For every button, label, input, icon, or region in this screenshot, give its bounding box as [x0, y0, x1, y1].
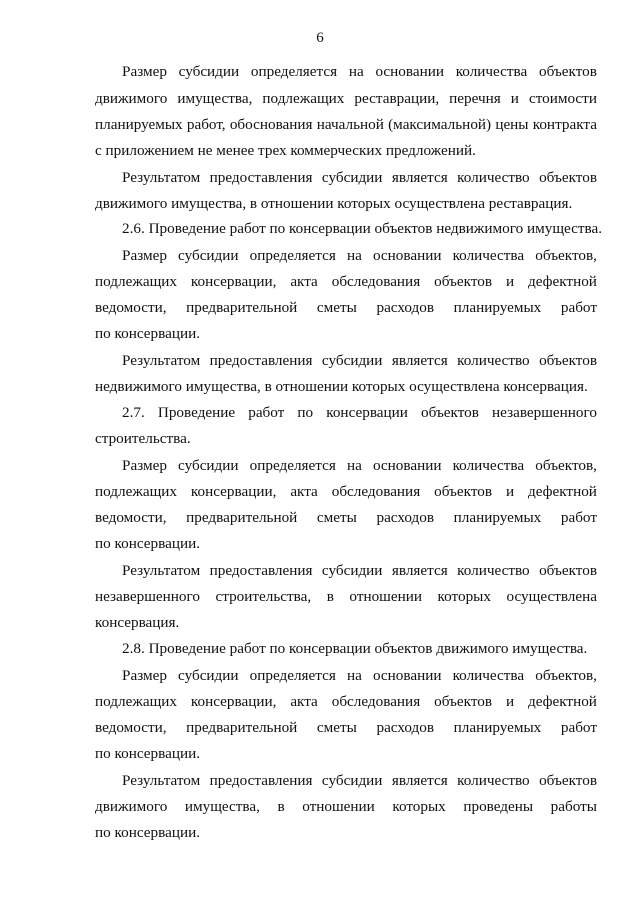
- word: движимого: [95, 90, 168, 107]
- word: обоснования: [229, 116, 313, 133]
- word: количество: [457, 169, 530, 186]
- word: является: [391, 352, 448, 369]
- text-line: по консервации.: [95, 745, 200, 762]
- word: планируемых: [453, 299, 542, 316]
- word: акта: [290, 273, 318, 290]
- page-number: 6: [316, 30, 324, 46]
- word: и: [505, 693, 515, 710]
- word: предварительной: [186, 299, 298, 316]
- word: планируемых: [453, 719, 542, 736]
- word: которых: [392, 798, 446, 815]
- text-line: по консервации.: [95, 824, 200, 841]
- word: работ: [560, 719, 597, 736]
- word: основании: [372, 247, 442, 264]
- word: 2.7.: [122, 404, 145, 421]
- word: работ: [560, 299, 597, 316]
- word: реставрации,: [354, 90, 440, 107]
- word: объектов,: [535, 667, 597, 684]
- word: работ: [560, 509, 597, 526]
- text-line: 2.8. Проведение работ по консервации объектов движимого имущества.: [122, 640, 588, 657]
- word: отношении: [302, 798, 375, 815]
- word: консервации,: [190, 693, 277, 710]
- word: на: [346, 457, 362, 474]
- word: количество: [457, 352, 530, 369]
- word: обследования: [331, 483, 421, 500]
- word: начальной: [316, 116, 384, 133]
- word: объектов: [539, 352, 597, 369]
- word: акта: [290, 483, 318, 500]
- word: количества: [452, 247, 525, 264]
- word: является: [391, 772, 448, 789]
- word: объектов: [434, 483, 493, 500]
- word: субсидии: [178, 247, 239, 264]
- word: стоимости: [528, 90, 597, 107]
- word: движимого: [95, 798, 168, 815]
- word: на: [346, 247, 362, 264]
- word: дефектной: [528, 483, 597, 500]
- word: объектов: [539, 169, 597, 186]
- word: Результатом: [122, 352, 201, 369]
- word: субсидии: [321, 352, 383, 369]
- text-line: [95, 484, 597, 499]
- text-line: [95, 694, 597, 709]
- word: Размер: [122, 667, 167, 684]
- word: является: [391, 169, 448, 186]
- word: ведомости,: [95, 299, 167, 316]
- word: субсидии: [321, 169, 383, 186]
- word: Проведение: [157, 404, 236, 421]
- word: объектов: [539, 562, 597, 579]
- word: объектов: [434, 693, 493, 710]
- word: количества: [452, 457, 525, 474]
- text-line: [95, 510, 597, 525]
- word: предоставления: [209, 352, 313, 369]
- text-line: 2.6. Проведение работ по консервации объектов недвижимого имущества.: [122, 220, 603, 237]
- word: проведены: [463, 798, 534, 815]
- word: (максимальной): [388, 116, 492, 133]
- word: определяется: [249, 457, 336, 474]
- word: определяется: [250, 63, 338, 80]
- word: имущества,: [184, 798, 260, 815]
- word: субсидии: [178, 667, 239, 684]
- word: отношении: [349, 588, 422, 605]
- text-line: по консервации.: [95, 325, 200, 342]
- word: на: [348, 63, 364, 80]
- word: консервации,: [190, 273, 277, 290]
- word: ведомости,: [95, 509, 167, 526]
- word: ведомости,: [95, 719, 167, 736]
- word: незавершенного: [492, 404, 597, 421]
- text-line: движимого имущества, в отношении которых осуществлена реставрация.: [95, 195, 573, 212]
- word: цены: [495, 116, 529, 133]
- text-line: [122, 170, 597, 185]
- word: и: [505, 483, 515, 500]
- word: подлежащих: [95, 273, 177, 290]
- word: расходов: [376, 299, 435, 316]
- word: объектов: [434, 273, 493, 290]
- word: планируемых: [453, 509, 542, 526]
- word: Результатом: [122, 772, 201, 789]
- word: подлежащих: [95, 483, 177, 500]
- text-line: [95, 117, 597, 132]
- word: субсидии: [321, 772, 383, 789]
- word: подлежащих: [95, 693, 177, 710]
- word: в: [277, 798, 285, 815]
- word: определяется: [249, 247, 336, 264]
- word: сметы: [316, 509, 357, 526]
- word: строительства,: [215, 588, 312, 605]
- word: субсидии: [178, 63, 240, 80]
- text-line: [122, 773, 597, 788]
- text-line: [95, 720, 597, 735]
- text-line: по консервации.: [95, 535, 200, 552]
- word: и: [510, 90, 519, 107]
- word: объектов: [539, 63, 597, 80]
- text-line: [122, 64, 597, 79]
- word: работ,: [186, 116, 226, 133]
- text-line: [95, 589, 597, 604]
- word: предварительной: [186, 719, 298, 736]
- text-line: [122, 405, 597, 420]
- word: объектов,: [535, 457, 597, 474]
- word: работы: [550, 798, 597, 815]
- word: консервации: [326, 404, 408, 421]
- word: в: [326, 588, 334, 605]
- word: планируемых: [95, 116, 183, 133]
- text-line: [122, 458, 597, 473]
- word: которых: [437, 588, 491, 605]
- word: предварительной: [186, 509, 298, 526]
- word: количество: [457, 772, 530, 789]
- word: объектов: [539, 772, 597, 789]
- word: обследования: [331, 693, 421, 710]
- word: по: [297, 404, 314, 421]
- word: основании: [375, 63, 444, 80]
- word: основании: [372, 667, 442, 684]
- word: субсидии: [321, 562, 383, 579]
- word: является: [391, 562, 448, 579]
- word: и: [505, 273, 515, 290]
- text-line: [95, 91, 597, 106]
- word: Размер: [122, 63, 167, 80]
- text-line: [122, 248, 597, 263]
- word: предоставления: [209, 562, 313, 579]
- word: дефектной: [528, 273, 597, 290]
- word: Результатом: [122, 562, 201, 579]
- word: имущества,: [177, 90, 253, 107]
- text-line: [122, 353, 597, 368]
- word: осуществлена: [506, 588, 597, 605]
- word: субсидии: [178, 457, 239, 474]
- word: расходов: [376, 719, 435, 736]
- word: на: [346, 667, 362, 684]
- text-line: [95, 300, 597, 315]
- text-line: [95, 274, 597, 289]
- word: дефектной: [528, 693, 597, 710]
- text-line: строительства.: [95, 430, 191, 447]
- word: количества: [455, 63, 528, 80]
- word: Размер: [122, 247, 167, 264]
- word: подлежащих: [262, 90, 345, 107]
- word: Результатом: [122, 169, 201, 186]
- text-line: [122, 668, 597, 683]
- word: консервации,: [190, 483, 277, 500]
- word: обследования: [331, 273, 421, 290]
- text-line: недвижимого имущества, в отношении которых осуществлена консервация.: [95, 378, 588, 395]
- word: объектов,: [535, 247, 597, 264]
- text-line: с приложением не менее трех коммерческих предложений.: [95, 142, 476, 159]
- text-line: [122, 563, 597, 578]
- word: расходов: [376, 509, 435, 526]
- word: контракта: [532, 116, 597, 133]
- word: предоставления: [209, 169, 313, 186]
- text-line: консервация.: [95, 614, 180, 631]
- word: перечня: [449, 90, 501, 107]
- text-line: [95, 799, 597, 814]
- word: сметы: [316, 719, 357, 736]
- word: количество: [457, 562, 530, 579]
- word: определяется: [249, 667, 336, 684]
- word: сметы: [316, 299, 357, 316]
- word: работ: [248, 404, 285, 421]
- word: количества: [452, 667, 525, 684]
- word: предоставления: [209, 772, 313, 789]
- word: незавершенного: [95, 588, 200, 605]
- word: объектов: [421, 404, 479, 421]
- word: акта: [290, 693, 318, 710]
- word: Размер: [122, 457, 167, 474]
- word: основании: [372, 457, 442, 474]
